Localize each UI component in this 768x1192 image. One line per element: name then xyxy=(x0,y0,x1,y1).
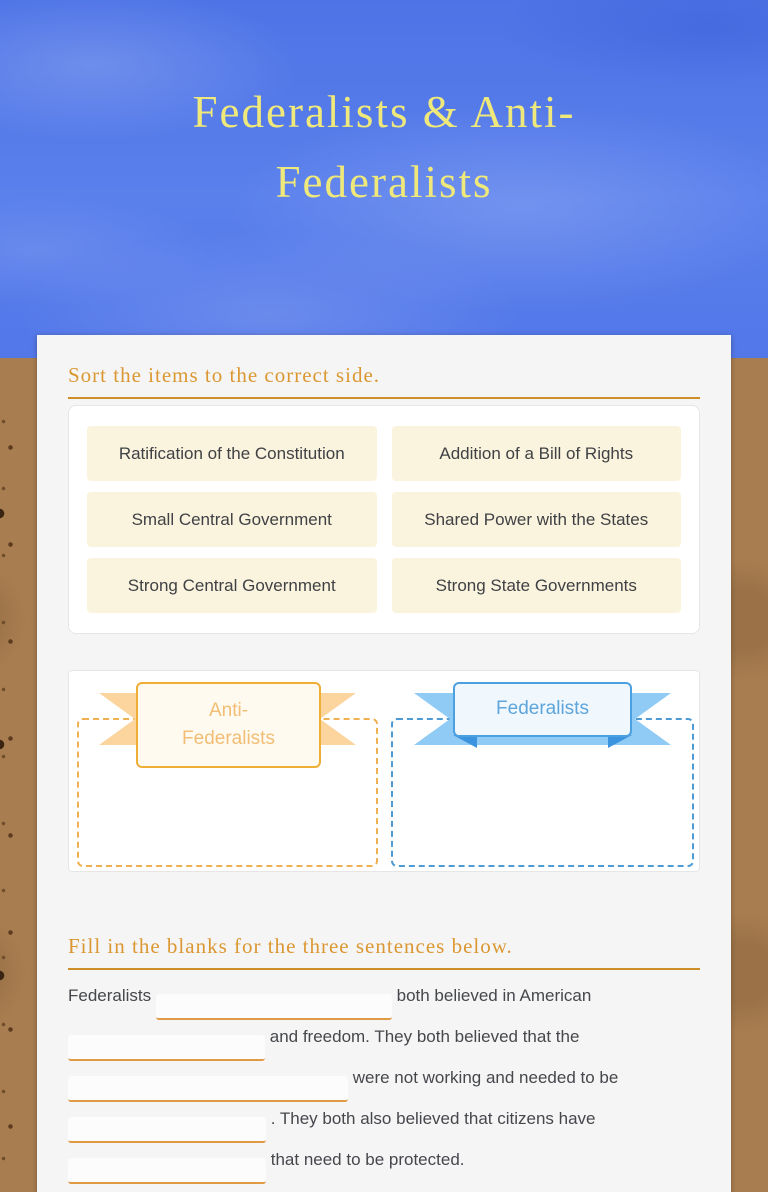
blank-input-3[interactable] xyxy=(68,1076,348,1102)
sort-items-grid xyxy=(87,426,681,613)
page-title: Federalists & Anti-Federalists xyxy=(192,87,576,207)
sort-item-ratification[interactable]: Ratification of the Constitution xyxy=(87,426,377,481)
anti-federalists-ribbon-label: Anti-Federalists xyxy=(136,682,321,768)
fill-text-segment: Federalists xyxy=(68,986,152,1005)
fill-blanks-paragraph xyxy=(68,979,700,1184)
sort-item-strong-state-gov[interactable]: Strong State Governments xyxy=(392,558,682,613)
worksheet-panel xyxy=(37,335,731,1192)
fill-text-segment: both believed in American xyxy=(396,986,592,1005)
sort-item-shared-power[interactable]: Shared Power with the States xyxy=(392,492,682,547)
blank-input-5[interactable] xyxy=(68,1158,266,1184)
sort-section-heading: Sort the items to the correct side. xyxy=(68,363,381,387)
fill-text-segment: and freedom. They both believed that the xyxy=(269,1027,580,1046)
federalists-ribbon-label: Federalists xyxy=(453,682,632,737)
sort-item-strong-central-gov[interactable]: Strong Central Government xyxy=(87,558,377,613)
fill-blanks-section xyxy=(68,934,700,1184)
fill-heading-divider xyxy=(68,968,700,970)
worksheet-header xyxy=(0,0,768,358)
fill-text-segment: that need to be protected. xyxy=(270,1150,465,1169)
fill-blanks-heading: Fill in the blanks for the three sentences below. xyxy=(68,934,513,958)
blank-input-4[interactable] xyxy=(68,1117,266,1143)
blank-input-2[interactable] xyxy=(68,1035,265,1061)
sort-item-bill-of-rights[interactable]: Addition of a Bill of Rights xyxy=(392,426,682,481)
sort-buckets-card xyxy=(68,670,700,872)
sort-heading-divider xyxy=(68,397,700,399)
sort-section xyxy=(68,363,700,872)
sort-items-card xyxy=(68,405,700,634)
sort-item-small-central-gov[interactable]: Small Central Government xyxy=(87,492,377,547)
fill-text-segment: . They both also believed that citizens have xyxy=(270,1109,596,1128)
blank-input-1[interactable] xyxy=(156,994,392,1020)
fill-text-segment: were not working and needed to be xyxy=(352,1068,619,1087)
